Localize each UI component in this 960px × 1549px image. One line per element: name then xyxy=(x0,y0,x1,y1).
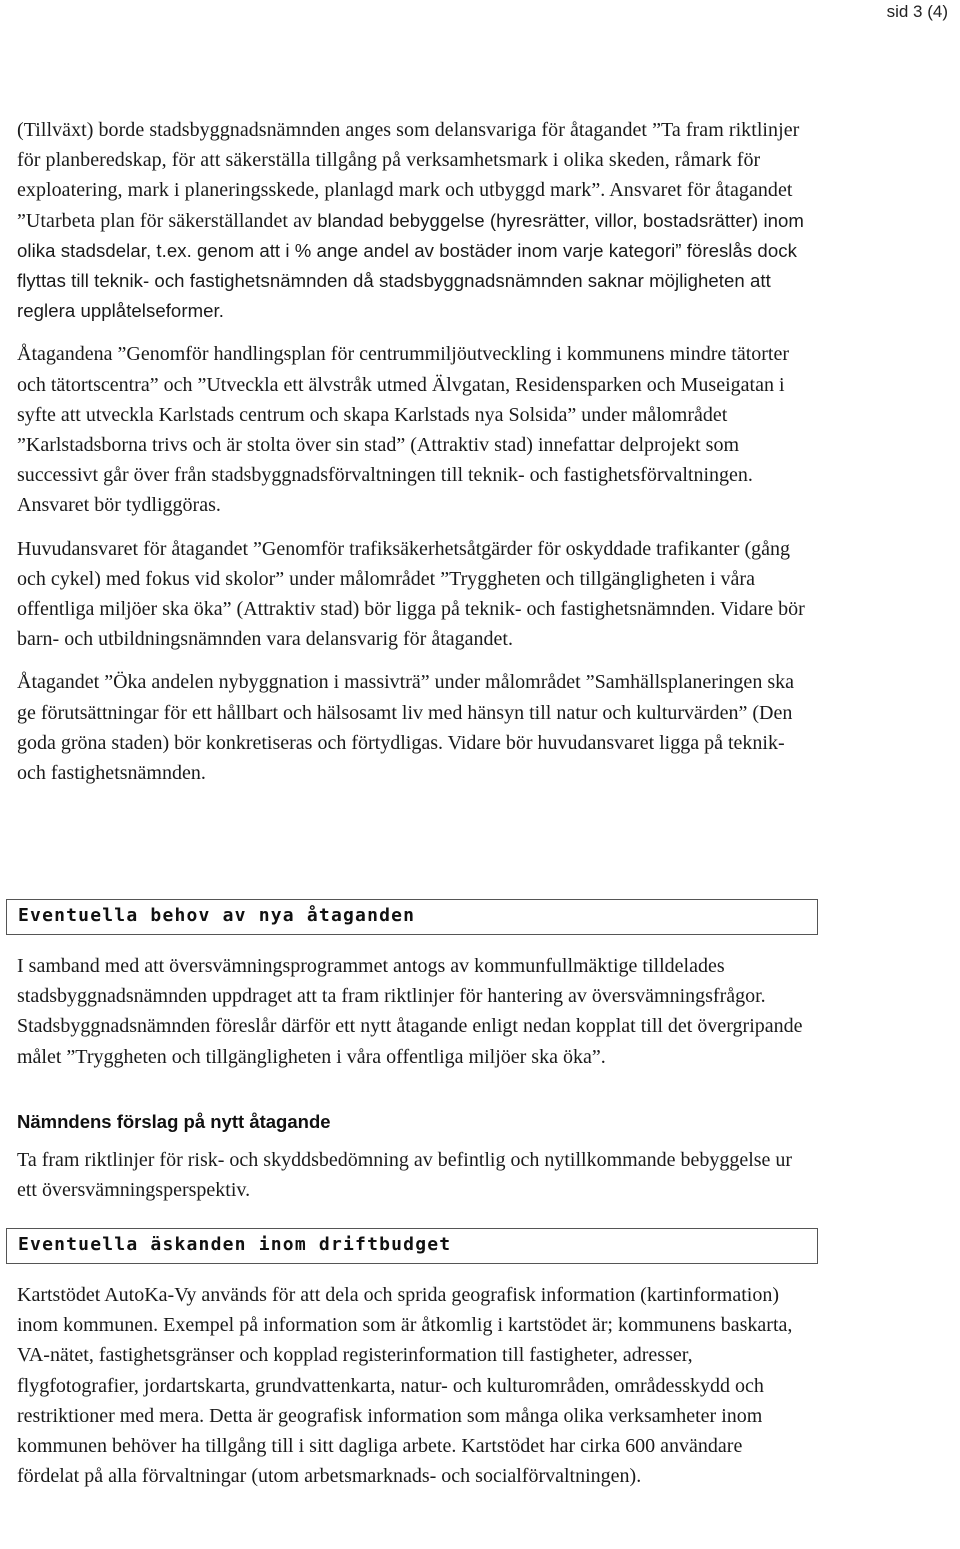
page-number: sid 3 (4) xyxy=(886,2,948,21)
paragraph-proposal: Ta fram riktlinjer för risk- och skyddsbedömning av befintlig och nytillkommande bebyggelse ur ett översvämningsperspektiv. xyxy=(17,1149,793,1202)
section-heading-new-commitments xyxy=(6,899,818,935)
section-proposal-body xyxy=(17,1145,807,1205)
document-body xyxy=(17,115,807,788)
section-budget-body xyxy=(17,1280,807,1491)
section-heading-new-commitments-text: Eventuella behov av nya åtaganden xyxy=(18,905,416,926)
paragraph-massivtra: Åtagandet ”Öka andelen nybyggnation i massivträ” under målområdet ”Samhällsplaneringen ska ge förutsättningar för ett hållbart och hälsosamt liv med hänsyn till natur och kulturvärden” (Den goda gröna staden) bör konkretiseras och förtydligas. Vidare bör huvudansvaret ligga på teknik- och fastighetsnämnden. xyxy=(17,671,794,785)
paragraph-oversvamning: I samband med att översvämningsprogrammet antogs av kommunfullmäktige tilldelades stadsbyggnadsnämnden uppdraget att ta fram riktlinjer för hantering av översvämningsfrågor. Stadsbyggnadsnämnden föreslår därför ett nytt åtagande enligt nedan kopplat till det övergripande målet ”Tryggheten och tillgängligheten i våra offentliga miljöer ska öka”. xyxy=(17,955,803,1068)
paragraph-tillvaxt-serif: (Tillväxt) borde stadsbyggnadsnämnden anges som delansvariga för åtagandet ”Ta fram riktlinjer för planberedskap, för att säkerställa tillgång på verksamhetsmark i olika skeden, råmark för exploatering, mark i planeringsskede, planlagd mark och utbyggd mark”. Ansvaret för åtagandet ”Utarbeta plan för säkerställandet av xyxy=(17,119,800,232)
section-heading-budget-requests-text: Eventuella äskanden inom driftbudget xyxy=(18,1234,452,1255)
subheading-proposal: Nämndens förslag på nytt åtagande xyxy=(17,1111,331,1132)
section-new-commitments-body xyxy=(17,951,807,1072)
paragraph-kartstodet: Kartstödet AutoKa-Vy används för att dela och sprida geografisk information (kartinformation) inom kommunen. Exempel på information som är åtkomlig i kartstödet är; kommunens baskarta, VA-nätet, fastighetsgränser och kopplad registerinformation till fastigheter, adresser, flygfotografier, jordartskarta, grundvattenkarta, natur- och kulturområden, områdesskydd och restriktioner med mera. Detta är geografisk information som många olika verksamheter inom kommunen behöver ha tillgång till i sitt dagliga arbete. Kartstödet har cirka 600 användare fördelat på alla förvaltningar (utom arbetsmarknads- och socialförvaltningen). xyxy=(17,1284,793,1488)
paragraph-tillvaxt-sans: blandad bebyggelse (hyresrätter, villor, bostadsrätter) inom olika stadsdelar, t.ex. genom att i % ange andel av bostäder inom varje kategori” föreslås dock flyttas till teknik- och fastighetsnämnden då stadsbyggnadsnämnden saknar möjligheten att reglera upplåtelseformer. xyxy=(17,209,804,322)
section-heading-budget-requests xyxy=(6,1228,818,1264)
paragraph-atagandena: Åtagandena ”Genomför handlingsplan för centrummiljöutveckling i kommunens mindre tätorter och tätortscentra” och ”Utveckla ett älvstråk utmed Älvgatan, Residensparken och Museigatan i syfte att utveckla Karlstads centrum och skapa Karlstads nya Solsida” under målområdet ”Karlstadsborna trivs och är stolta över sin stad” (Attraktiv stad) innefattar delprojekt som successivt går över från stadsbyggnadsförvaltningen till teknik- och fastighetsförvaltningen. Ansvaret bör tydliggöras. xyxy=(17,343,790,517)
paragraph-tillvaxt xyxy=(17,115,807,326)
paragraph-huvudansvaret: Huvudansvaret för åtagandet ”Genomför trafiksäkerhetsåtgärder för oskyddade trafikanter (gång och cykel) med fokus vid skolor” under målområdet ”Tryggheten och tillgängligheten i våra offentliga miljöer ska öka” (Attraktiv stad) bör ligga på teknik- och fastighetsnämnden. Vidare bör barn- och utbildningsnämnden vara delansvarig för åtagandet. xyxy=(17,537,805,651)
